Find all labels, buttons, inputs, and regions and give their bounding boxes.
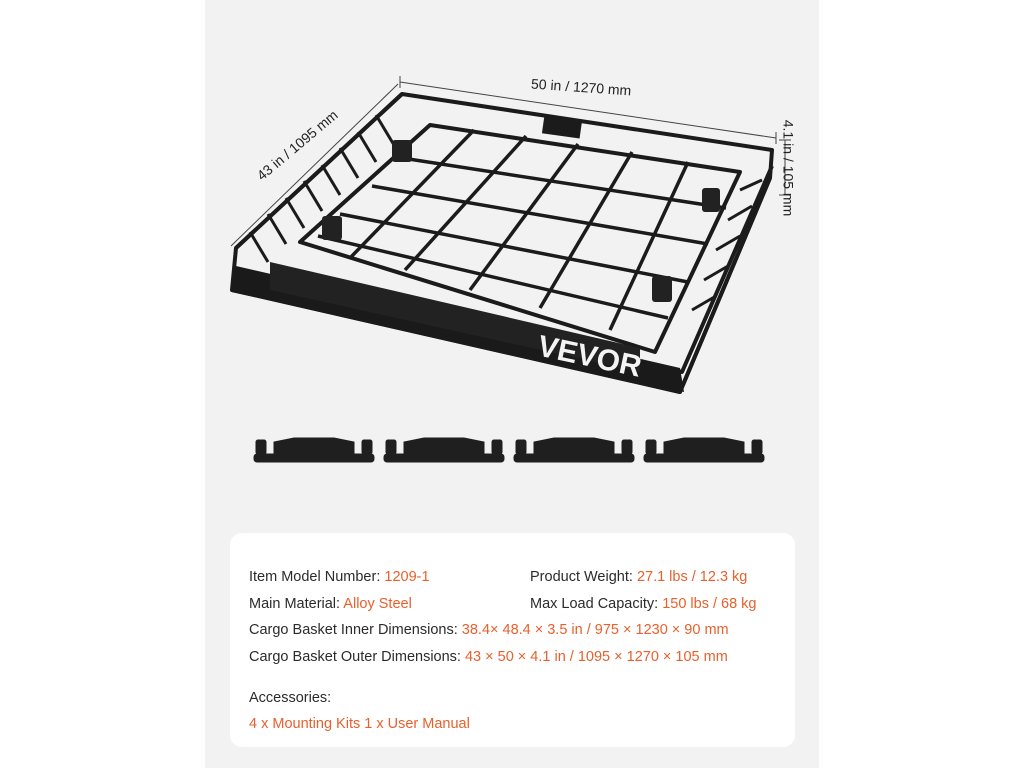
vevor-logo: VEVOR	[534, 329, 645, 384]
spec-outer-key: Cargo Basket Outer Dimensions:	[249, 649, 461, 665]
spec-inner-dimensions	[249, 622, 729, 638]
spec-material-value: Alloy Steel	[343, 596, 412, 612]
spec-model-value: 1209-1	[384, 569, 430, 585]
spec-weight-value: 27.1 lbs / 12.3 kg	[636, 569, 748, 585]
spec-capacity-key: Max Load Capacity:	[530, 596, 659, 612]
spec-capacity	[530, 596, 757, 612]
mounting-kits	[254, 438, 764, 462]
spec-accessories-heading: Accessories:	[249, 690, 332, 706]
spec-inner-key: Cargo Basket Inner Dimensions:	[249, 622, 458, 638]
spec-outer-dimensions	[249, 649, 728, 665]
spec-model-key: Item Model Number:	[249, 569, 381, 585]
spec-weight-key: Product Weight:	[530, 569, 633, 585]
height-dimension-label: 4.1 in / 105 mm	[780, 119, 797, 217]
spec-accessories-value: 4 x Mounting Kits 1 x User Manual	[249, 716, 470, 732]
spec-material-key: Main Material:	[249, 596, 341, 612]
spec-model	[249, 569, 430, 585]
spec-capacity-value: 150 lbs / 68 kg	[662, 596, 757, 612]
depth-dimension-label: 43 in / 1095 mm	[253, 106, 341, 184]
width-dimension-label: 50 in / 1270 mm	[530, 75, 632, 99]
spec-outer-value: 43 × 50 × 4.1 in / 1095 × 1270 × 105 mm	[464, 649, 728, 665]
spec-material	[249, 596, 412, 612]
specifications-card	[230, 533, 795, 747]
dimension-lines	[231, 76, 791, 246]
spec-weight	[530, 569, 747, 585]
spec-inner-value: 38.4× 48.4 × 3.5 in / 975 × 1230 × 90 mm	[461, 622, 729, 638]
